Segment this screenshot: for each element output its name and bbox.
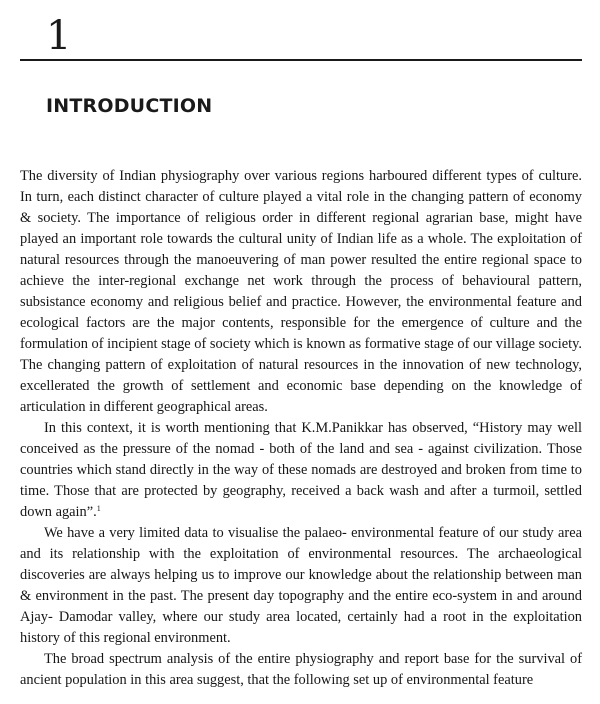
paragraph-1: The diversity of Indian physiography over various regions harboured different types of culture. In turn, each distinct character of culture played a vital role in the changing pattern of economy & society. The importance of religious order in different regional agrarian base, might have played an important role towards the cultural unity of Indian life as a whole. The exploitation of natural resources through the manoeuvering of man power resulted the entire regional space to achieve the inter-regional exchange net work through the process of behavioural pattern, subsistance economy and religious belief and practice. However, the environmental feature and ecological factors are the major contents, responsible for the emergence of culture and the formulation of incipient stage of society which is known as formative stage of our village society. The changing pattern of exploitation of natural resources in the innovation of new technology, excellerated the growth of settlement and economic base depending on the knowledge of articulation in different geographical areas. xyxy=(20,168,582,415)
paragraph-2 xyxy=(20,418,582,523)
body-text xyxy=(20,166,582,691)
paragraph-4: The broad spectrum analysis of the entire physiography and report base for the survival of ancient population in this area suggest, that the following set up of environmental feature xyxy=(20,651,582,688)
paragraph-2-text: In this context, it is worth mentioning that K.M.Panikkar has observed, “History may well conceived as the pressure of the nomad - both of the land and sea - against civilization. Those countries which stand directly in the way of these nomads are destroyed and broken from time to time. Those that are protected by geography, received a back wash and after a turmoil, settled down again”. xyxy=(20,420,582,520)
chapter-title: INTRODUCTION xyxy=(46,95,213,117)
paragraph-3: We have a very limited data to visualise the palaeo- environmental feature of our study area and its relationship with the exploitation of environmental resources. The archaeological discoveries are always helping us to improve our knowledge about the relationship between man & environment in the past. The present day topography and the entire eco-system in and around Ajay- Damodar valley, where our study area located, certainly had a root in the exploitation history of this regional environment. xyxy=(20,525,582,646)
chapter-rule xyxy=(20,59,582,61)
footnote-ref: 1 xyxy=(96,504,101,513)
chapter-number: 1 xyxy=(46,13,72,59)
